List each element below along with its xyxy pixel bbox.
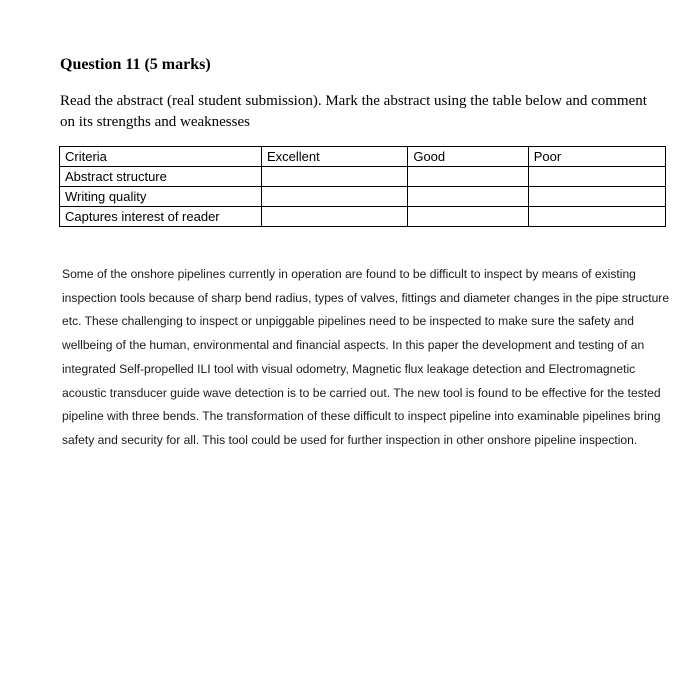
- excellent-cell: [261, 207, 407, 227]
- good-cell: [408, 167, 528, 187]
- table-row: [60, 207, 666, 227]
- header-criteria: Criteria: [60, 147, 262, 167]
- table-row: [60, 167, 666, 187]
- question-title: Question 11 (5 marks): [60, 56, 211, 73]
- excellent-cell: [261, 187, 407, 207]
- criteria-cell: Writing quality: [60, 187, 262, 207]
- poor-cell: [528, 187, 665, 207]
- poor-cell: [528, 167, 665, 187]
- question-instructions: Read the abstract (real student submission). Mark the abstract using the table below and comment on its strengths and weaknesses: [60, 93, 647, 130]
- header-excellent: Excellent: [261, 147, 407, 167]
- rubric-header-row: [60, 147, 666, 167]
- criteria-cell: Abstract structure: [60, 167, 262, 187]
- excellent-cell: [261, 167, 407, 187]
- rubric-table: [59, 146, 666, 227]
- good-cell: [408, 207, 528, 227]
- criteria-cell: Captures interest of reader: [60, 207, 262, 227]
- abstract-text: Some of the onshore pipelines currently in operation are found to be difficult to inspect by means of existing inspection tools because of sharp bend radius, types of valves, fittings and diameter changes in the pipe structure etc. These challenging to inspect or unpiggable pipelines need to be inspected to make sure the safety and wellbeing of the human, environmental and financial aspects. In this paper the development and testing of an integrated Self-propelled ILI tool with visual odometry, Magnetic flux leakage detection and Electromagnetic acoustic transducer guide wave detection is to be carried out. The new tool is found to be effective for the tested pipeline with three bends. The transformation of these difficult to inspect pipeline into examinable pipelines bring safety and security for all. This tool could be used for further inspection in other onshore pipeline inspection.: [62, 267, 670, 447]
- poor-cell: [528, 207, 665, 227]
- table-row: [60, 187, 666, 207]
- header-poor: Poor: [528, 147, 665, 167]
- good-cell: [408, 187, 528, 207]
- header-good: Good: [408, 147, 528, 167]
